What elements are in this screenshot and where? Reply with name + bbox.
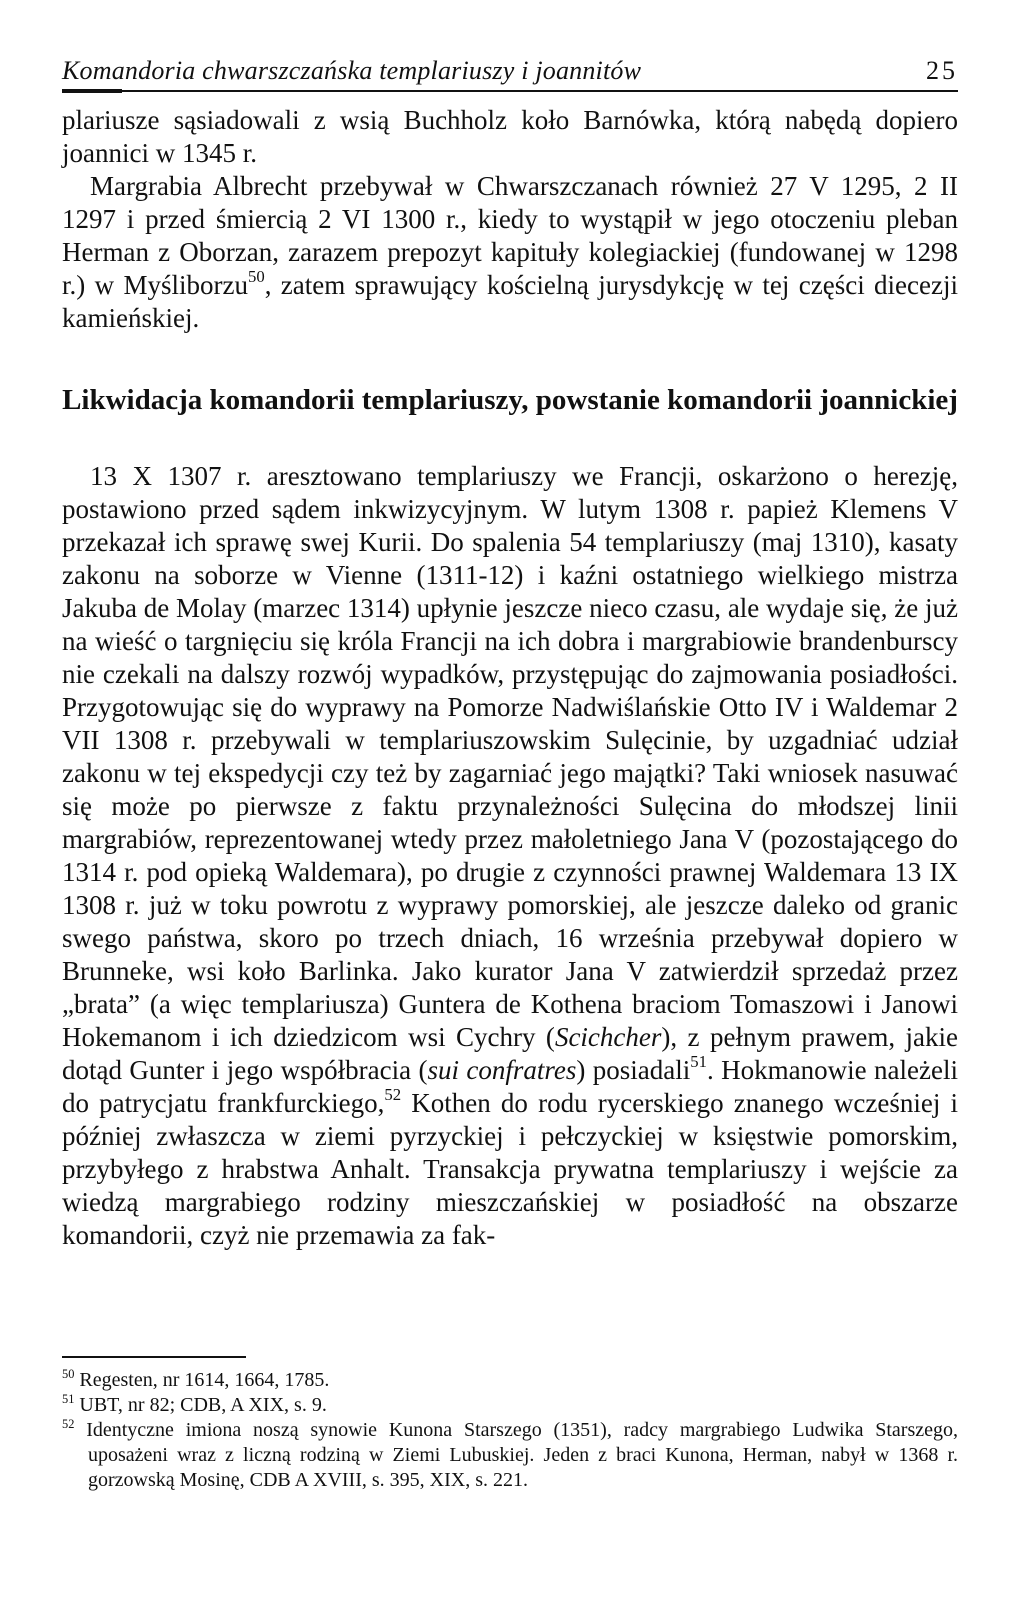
footnote-50 [62,1368,958,1393]
paragraph-continuation: plariusze sąsiadowali z wsią Buchholz koło Barnówka, którą nabędą dopiero joannici w 1345 r. [62,105,958,168]
page-number: 25 [926,56,958,85]
footnote-52 [62,1418,958,1493]
footnote-ref-51: 51 [690,1052,708,1071]
footnote-number: 51 [62,1392,75,1406]
paragraph-text: ) posiadali [576,1055,691,1085]
footnotes [62,1368,958,1493]
running-head [62,46,958,86]
footnote-text: Regesten, nr 1614, 1664, 1785. [74,1369,330,1391]
paragraph-text: 13 X 1307 r. aresztowano templariuszy we Francji, oskarżono o herezję, postawiono przed sądem inkwizycyjnym. W lutym 1308 r. papież Klemens V przekazał ich sprawę swej Kurii. Do spalenia 54 templariuszy (maj 1310), kasaty zakonu na soborze w Vienne (1311-12) i kaźni ostatniego wielkiego mistrza Jakuba de Molay (marzec 1314) upłynie jeszcze nieco czasu, ale wydaje się, że już na wieść o targnięciu się króla Francji na ich dobra i margrabiowie brandenburscy nie czekali na dalszy rozwój wypadków, przystępując do zajmowania posiadłości. Przygotowując się do wyprawy na Pomorze Nadwiślańskie Otto IV i Waldemar 2 VII 1308 r. przebywali w templariuszowskim Sulęcinie, by uzgadniać udział zakonu w tej ekspedycji czy też by zagarniać jego majątki? Taki wniosek nasuwać się może po pierwsze z faktu przynależności Sulęcina do młodszej linii margrabiów, reprezentowanej wtedy przez małoletniego Jana V (pozostającego do 1314 r. pod opieką Waldemara), po drugie z czynności prawnej Waldemara 13 IX 1308 r. już w toku powrotu z wyprawy pomorskiej, ale jeszcze daleko od granic swego państwa, skoro po trzech dniach, 16 września przebywał dopiero w Brunneke, wsi koło Barlinka. Jako kurator Jana V zatwierdził sprzedaż przez „brata” (a więc templariusza) Guntera de Kothena braciom Tomaszowi i Janowi Hokemanom i ich dziedzicom wsi Cychry ( [62,461,958,1052]
paragraph-text: ), z pełnym prawem, jakie dotąd Gunter i jego współbracia ( [62,1022,958,1085]
paragraph-margrave-albrecht [62,170,958,335]
section-heading: Likwidacja komandorii templariuszy, powstanie komandorii joannickiej [62,384,958,416]
paragraph-text: Margrabia Albrecht przebywał w Chwarszczanach również 27 V 1295, 2 II 1297 i przed śmiercią 2 VI 1300 r., kiedy to wystąpił w jego otoczeniu pleban Herman z Oborzan, zarazem prepozyt kapituły kolegiackiej (fundowanej w 1298 r.) w Myśliborzu [62,171,958,300]
paragraph-liquidation [62,460,958,1252]
header-rule-accent [62,89,122,93]
footnote-number: 50 [62,1367,75,1381]
paragraph-text: , zatem sprawujący kościelną jurysdykcję w tej części diecezji kamieńskiej. [62,270,958,333]
paragraph-text: . Hokmanowie należeli do patrycjatu frankfurckiego, [62,1055,958,1118]
footnote-rule [62,1356,246,1358]
footnote-ref-50: 50 [247,267,265,286]
footnote-51 [62,1393,958,1418]
header-rule [62,90,958,92]
running-head-title: Komandoria chwarszczańska templariuszy i joannitów [62,56,642,85]
paragraph-text: Kothen do rodu rycerskiego znanego wcześniej i później zwłaszcza w ziemi pyrzyckiej i pełczyckiej w księstwie pomorskim, przybyłego z hrabstwa Anhalt. Transakcja prywatna templariuszy i wejście za wiedzą margrabiego rodziny mieszczańskiej w posiadłość na obszarze komandorii, czyż nie przemawia za fak- [62,1088,958,1250]
footnote-text: Identyczne imiona noszą synowie Kunona Starszego (1351), radcy margrabiego Ludwika Starszego, uposażeni wraz z liczną rodziną w Ziemi Lubuskiej. Jeden z braci Kunona, Herman, nabył w 1368 r. gorzowską Mosinę, CDB A XVIII, s. 395, XIX, s. 221. [74,1419,958,1491]
italic-term: sui confratres [427,1055,577,1085]
italic-term: Scichcher [554,1022,662,1052]
footnote-text: UBT, nr 82; CDB, A XIX, s. 9. [74,1394,327,1416]
footnote-ref-52: 52 [384,1085,402,1104]
footnote-number: 52 [62,1417,75,1431]
